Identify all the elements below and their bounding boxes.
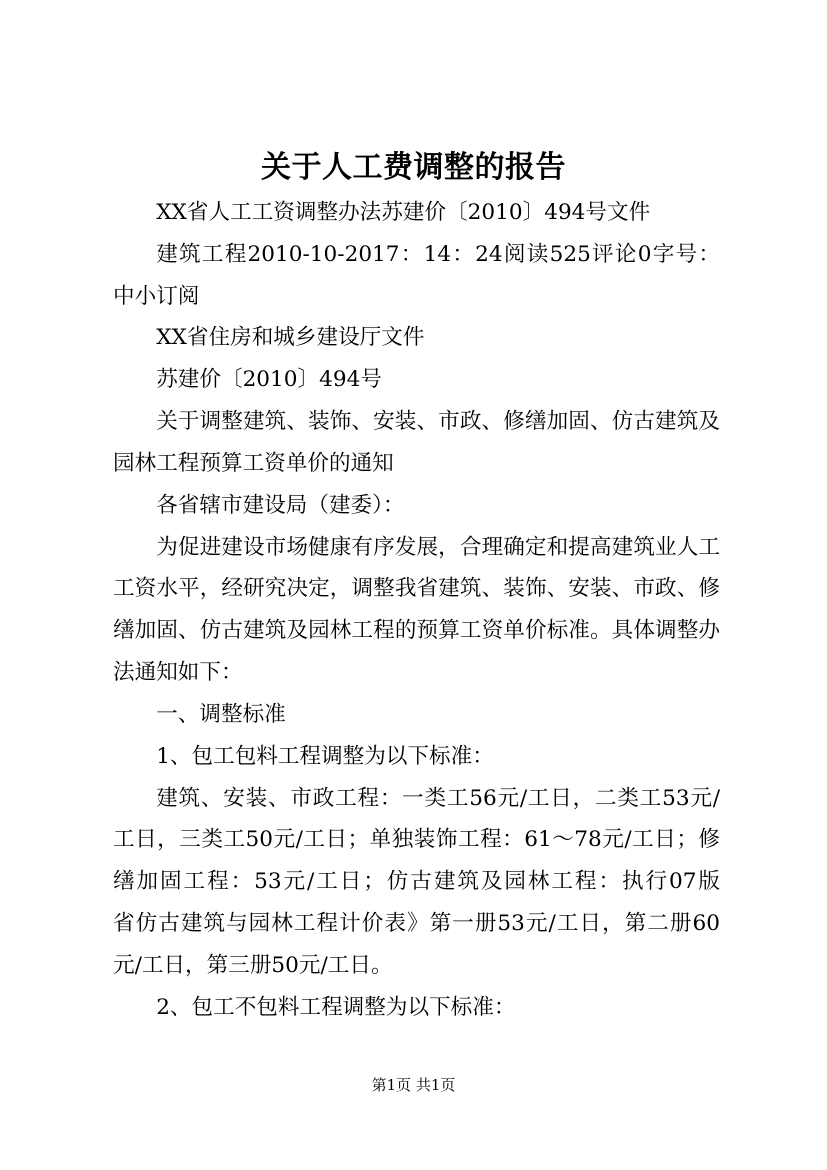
notice-title-paragraph [113,401,720,485]
section-heading [113,694,720,736]
rates-paragraph [113,778,720,987]
issuer-paragraph [113,317,720,359]
subsection-heading-2 [113,987,720,1029]
paragraph-line: 省仿古建筑与园林工程计价表》第一册53元/工日，第二册60 [113,911,720,937]
salutation-paragraph [113,485,720,527]
reference-paragraph [113,192,720,234]
document-number-paragraph [113,359,720,401]
document-body [113,192,720,1029]
paragraph-line: 法通知如下： [113,660,243,686]
meta-paragraph [113,234,720,318]
paragraph-line: 工日，三类工50元/工日；单独装饰工程：61～78元/工日；修 [113,827,720,853]
paragraph-line: 各省辖市建设局（建委）： [156,492,405,518]
paragraph-line: 为促进建设市场健康有序发展，合理确定和提高建筑业人工 [156,534,720,560]
paragraph-line: 苏建价〔2010〕494号 [156,367,382,393]
subsection-heading-1 [113,736,720,778]
paragraph-line: 工资水平，经研究决定，调整我省建筑、装饰、安装、市政、修 [113,576,720,602]
intro-paragraph [113,527,720,694]
paragraph-line: 2、包工不包料工程调整为以下标准： [156,994,516,1020]
paragraph-line: 建筑、安装、市政工程：一类工56元/工日，二类工53元/ [156,785,720,811]
paragraph-line: XX省住房和城乡建设厅文件 [156,325,425,351]
paragraph-line: 1、包工包料工程调整为以下标准： [156,743,494,769]
paragraph-line: 园林工程预算工资单价的通知 [113,450,394,476]
paragraph-line: 缮加固工程：53元/工日；仿古建筑及园林工程：执行07版 [113,869,720,895]
paragraph-line: 缮加固、仿古建筑及园林工程的预算工资单价标准。具体调整办 [113,618,720,644]
paragraph-line: 一、调整标准 [156,701,286,727]
paragraph-line: XX省人工工资调整办法苏建价〔2010〕494号文件 [156,200,651,225]
paragraph-line: 中小订阅 [113,283,200,309]
paragraph-line: 关于调整建筑、装饰、安装、市政、修缮加固、仿古建筑及 [156,409,720,435]
paragraph-line: 元/工日，第三册50元/工日。 [113,952,393,978]
document-title: 关于人工费调整的报告 [261,150,566,185]
paragraph-line: 建筑工程2010-10-2017：14：24阅读525评论0字号： [156,241,720,267]
page-footer: 第1页 共1页 [371,1076,456,1094]
